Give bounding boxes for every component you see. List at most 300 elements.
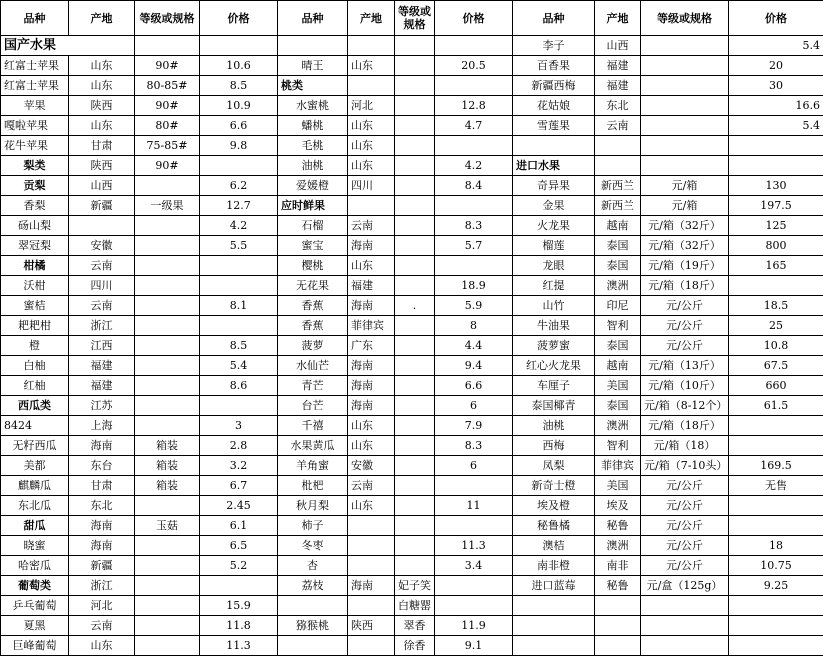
cell-grade-1: 90# [135, 56, 200, 76]
cell-grade-2 [395, 516, 435, 536]
cell-origin-2: 海南 [348, 396, 395, 416]
cell-price-2: 5.9 [435, 296, 513, 316]
cell-origin-2: 菲律宾 [348, 316, 395, 336]
table-row [1, 76, 823, 96]
cell-grade-1 [135, 536, 200, 556]
cell-origin-3: 云南 [595, 116, 641, 136]
cell-origin-3: 东北 [595, 96, 641, 116]
cell-variety-2: 无花果 [278, 276, 348, 296]
cell-price-2: 8.3 [435, 436, 513, 456]
cell-price-1: 5.4 [200, 356, 278, 376]
cell-price-1 [200, 576, 278, 596]
cell-variety-2: 桃类 [278, 76, 348, 96]
cell-price-2: 7.9 [435, 416, 513, 436]
cell-origin-2: 云南 [348, 216, 395, 236]
cell-grade-3: 元/箱（18） [641, 436, 729, 456]
cell-price-1: 6.5 [200, 536, 278, 556]
cell-grade-2 [395, 276, 435, 296]
cell-origin-2: 云南 [348, 476, 395, 496]
cell-price-1: 3.2 [200, 456, 278, 476]
cell-grade-3: 元/箱（10斤） [641, 376, 729, 396]
cell-price-3: 20 [729, 56, 823, 76]
cell-grade-3: 元/盒（125g） [641, 576, 729, 596]
cell-price-2: 6 [435, 396, 513, 416]
header-price-2: 价格 [435, 1, 513, 36]
cell-origin-1: 东台 [69, 456, 135, 476]
cell-grade-1: 80# [135, 116, 200, 136]
cell-price-2 [435, 476, 513, 496]
cell-price-2 [435, 256, 513, 276]
cell-variety-2: 千禧 [278, 416, 348, 436]
cell-price-1: 8.6 [200, 376, 278, 396]
cell-grade-3: 元/箱 [641, 176, 729, 196]
header-origin-2: 产地 [348, 1, 395, 36]
cell-variety-2: 蜜宝 [278, 236, 348, 256]
cell-price-2: 李子 [513, 36, 595, 56]
cell-variety-2: 油桃 [278, 156, 348, 176]
header-origin-3: 产地 [595, 1, 641, 36]
cell-price-3: 10.8 [729, 336, 823, 356]
cell-grade-1: 75-85# [135, 136, 200, 156]
cell-grade-1: 箱装 [135, 436, 200, 456]
cell-origin-2 [348, 636, 395, 656]
cell-grade-1 [135, 356, 200, 376]
cell-price-2: 18.9 [435, 276, 513, 296]
cell-price-1: 2.8 [200, 436, 278, 456]
cell-price-3: 25 [729, 316, 823, 336]
cell-origin-1: 海南 [69, 536, 135, 556]
cell-price-2: 6 [435, 456, 513, 476]
cell-variety-1: 红柚 [1, 376, 69, 396]
cell-grade-2 [395, 196, 435, 216]
cell-price-1 [200, 256, 278, 276]
cell-origin-2: 山东 [348, 116, 395, 136]
cell-grade-3: 元/公斤 [641, 516, 729, 536]
cell-grade-1: 玉菇 [135, 516, 200, 536]
cell-variety-2: 樱桃 [278, 256, 348, 276]
cell-origin-3: 泰国 [595, 396, 641, 416]
table-row [1, 556, 823, 576]
cell-origin-3: 泰国 [595, 256, 641, 276]
cell-origin-3: 泰国 [595, 236, 641, 256]
cell-price-2 [435, 196, 513, 216]
cell-origin-2: 山东 [348, 156, 395, 176]
cell-price-1 [200, 396, 278, 416]
cell-price-1: 3 [200, 416, 278, 436]
cell-price-2: 12.8 [435, 96, 513, 116]
cell-grade-2 [395, 96, 435, 116]
table-row [1, 376, 823, 396]
cell-origin-3: 菲律宾 [595, 456, 641, 476]
cell-origin-3: 南非 [595, 556, 641, 576]
cell-price-3: 无售 [729, 476, 823, 496]
cell-variety-2: 枇杷 [278, 476, 348, 496]
cell-variety-2: 荔枝 [278, 576, 348, 596]
cell-variety-1: 东北瓜 [1, 496, 69, 516]
cell-origin-3 [595, 596, 641, 616]
cell-variety-1: 橙 [1, 336, 69, 356]
cell-price-1: 10.6 [200, 56, 278, 76]
cell-grade-3: 元/箱（13斤） [641, 356, 729, 376]
cell-origin-3 [595, 136, 641, 156]
cell-variety-1: 乒乓葡萄 [1, 596, 69, 616]
cell-origin-1: 江西 [69, 336, 135, 356]
cell-variety-1: 砀山梨 [1, 216, 69, 236]
header-grade-1: 等级或规格 [135, 1, 200, 36]
cell-price-1 [278, 36, 348, 56]
cell-variety-3: 西梅 [513, 436, 595, 456]
cell-grade-2 [395, 56, 435, 76]
cell-variety-3: 山竹 [513, 296, 595, 316]
cell-variety-3: 凤梨 [513, 456, 595, 476]
cell-grade-2 [395, 556, 435, 576]
table-body [1, 1, 823, 656]
cell-variety-3 [513, 136, 595, 156]
cell-origin-2: 海南 [348, 356, 395, 376]
cell-grade-3: 元/箱（32斤） [641, 236, 729, 256]
cell-origin-2: 陕西 [348, 616, 395, 636]
cell-origin-1: 甘肃 [69, 136, 135, 156]
table-row [1, 476, 823, 496]
cell-variety-3: 菠萝蜜 [513, 336, 595, 356]
cell-price-1: 5.2 [200, 556, 278, 576]
header-variety-2: 品种 [278, 1, 348, 36]
cell-grade-2: 翠香 [395, 616, 435, 636]
cell-grade-2 [395, 256, 435, 276]
header-grade-2: 等级或规格 [395, 1, 435, 36]
cell-grade-1 [135, 496, 200, 516]
cell-price-3 [729, 436, 823, 456]
table-row [1, 236, 823, 256]
cell-origin-3: 新西兰 [595, 176, 641, 196]
cell-price-1: 4.2 [200, 216, 278, 236]
cell-variety-1: 蜜桔 [1, 296, 69, 316]
cell-origin-3 [595, 636, 641, 656]
cell-variety-2: 香蕉 [278, 296, 348, 316]
cell-grade-1 [135, 316, 200, 336]
cell-variety-1: 红富士苹果 [1, 56, 69, 76]
cell-origin-3: 福建 [595, 56, 641, 76]
cell-grade-1 [135, 296, 200, 316]
cell-variety-3 [513, 596, 595, 616]
cell-grade-3 [641, 636, 729, 656]
table-row [1, 636, 823, 656]
cell-grade-3 [641, 56, 729, 76]
cell-price-1: 5.5 [200, 236, 278, 256]
cell-origin-3: 新西兰 [595, 196, 641, 216]
cell-variety-3: 火龙果 [513, 216, 595, 236]
table-row [1, 176, 823, 196]
cell-price-3: 660 [729, 376, 823, 396]
cell-origin-2 [348, 516, 395, 536]
cell-grade-3 [641, 96, 729, 116]
cell-variety-1: 西瓜类 [1, 396, 69, 416]
cell-origin-1: 浙江 [69, 316, 135, 336]
cell-price-2: 8.3 [435, 216, 513, 236]
cell-origin-2: 山东 [348, 136, 395, 156]
cell-grade-3: 5.4 [729, 36, 823, 56]
header-variety-1: 品种 [1, 1, 69, 36]
cell-grade-1 [135, 376, 200, 396]
cell-origin-2 [395, 36, 435, 56]
cell-origin-2: 海南 [348, 296, 395, 316]
cell-variety-1: 香梨 [1, 196, 69, 216]
cell-origin-3: 埃及 [595, 496, 641, 516]
cell-grade-2: . [395, 296, 435, 316]
cell-origin-3: 智利 [595, 436, 641, 456]
cell-grade-2 [395, 416, 435, 436]
cell-origin-3: 美国 [595, 476, 641, 496]
table-row [1, 336, 823, 356]
cell-grade-1 [135, 396, 200, 416]
cell-price-3: 67.5 [729, 356, 823, 376]
cell-origin-2: 山东 [348, 256, 395, 276]
cell-variety-3: 泰国椰青 [513, 396, 595, 416]
cell-origin-1 [135, 36, 200, 56]
cell-grade-1 [135, 556, 200, 576]
cell-variety-3: 澳桔 [513, 536, 595, 556]
cell-origin-1: 浙江 [69, 576, 135, 596]
cell-price-2: 9.1 [435, 636, 513, 656]
cell-variety-2: 水果黄瓜 [278, 436, 348, 456]
table-row [1, 496, 823, 516]
cell-price-3: 165 [729, 256, 823, 276]
cell-variety-2 [348, 36, 395, 56]
cell-origin-3: 美国 [595, 376, 641, 396]
header-price-1: 价格 [200, 1, 278, 36]
cell-origin-3: 秘鲁 [595, 576, 641, 596]
cell-grade-3: 元/箱（18斤） [641, 416, 729, 436]
cell-price-2: 3.4 [435, 556, 513, 576]
cell-price-3: 169.5 [729, 456, 823, 476]
cell-origin-1: 四川 [69, 276, 135, 296]
cell-variety-1: 梨类 [1, 156, 69, 176]
cell-variety-2: 晴王 [278, 56, 348, 76]
cell-origin-2 [348, 196, 395, 216]
cell-price-2 [435, 76, 513, 96]
table-row [1, 116, 823, 136]
cell-variety-2: 蟠桃 [278, 116, 348, 136]
table-row [1, 216, 823, 236]
cell-price-2: 11 [435, 496, 513, 516]
cell-origin-1 [69, 216, 135, 236]
cell-origin-2: 山东 [348, 416, 395, 436]
cell-grade-1: 箱装 [135, 476, 200, 496]
cell-grade-2 [395, 76, 435, 96]
cell-grade-1 [135, 216, 200, 236]
cell-price-1 [200, 156, 278, 176]
cell-origin-2: 四川 [348, 176, 395, 196]
cell-grade-2 [395, 176, 435, 196]
cell-variety-1: 嘎啦苹果 [1, 116, 69, 136]
table-row [1, 276, 823, 296]
cell-variety-3: 百香果 [513, 56, 595, 76]
cell-variety-1: 8424 [1, 416, 69, 436]
header-row [1, 1, 823, 36]
cell-origin-3: 印尼 [595, 296, 641, 316]
cell-origin-1: 山东 [69, 636, 135, 656]
cell-price-1: 8.1 [200, 296, 278, 316]
cell-variety-3: 车厘子 [513, 376, 595, 396]
cell-price-3: 800 [729, 236, 823, 256]
cell-variety-2: 应时鲜果 [278, 196, 348, 216]
cell-grade-3: 元/箱（8-12个） [641, 396, 729, 416]
cell-price-3 [729, 596, 823, 616]
cell-variety-3: 油桃 [513, 416, 595, 436]
cell-grade-1 [135, 276, 200, 296]
cell-grade-3: 元/箱（7-10头） [641, 456, 729, 476]
cell-variety-2: 猕猴桃 [278, 616, 348, 636]
cell-price-3 [729, 276, 823, 296]
cell-grade-3: 元/箱（32斤） [641, 216, 729, 236]
cell-origin-3: 越南 [595, 216, 641, 236]
cell-variety-2: 冬枣 [278, 536, 348, 556]
cell-variety-1: 耙耙柑 [1, 316, 69, 336]
cell-price-3: 5.4 [729, 116, 823, 136]
cell-price-2: 4.2 [435, 156, 513, 176]
cell-origin-1: 安徽 [69, 236, 135, 256]
cell-origin-2: 安徽 [348, 456, 395, 476]
cell-price-2 [435, 516, 513, 536]
cell-origin-2: 广东 [348, 336, 395, 356]
cell-variety-3: 南非橙 [513, 556, 595, 576]
cell-grade-2 [395, 456, 435, 476]
cell-grade-3 [641, 116, 729, 136]
cell-price-3: 197.5 [729, 196, 823, 216]
cell-grade-2: 白糖罂 [395, 596, 435, 616]
table-row [1, 156, 823, 176]
cell-origin-3: 澳洲 [595, 536, 641, 556]
table-row [1, 256, 823, 276]
cell-price-3: 125 [729, 216, 823, 236]
table-row [1, 196, 823, 216]
cell-price-1: 6.6 [200, 116, 278, 136]
cell-origin-1: 新疆 [69, 196, 135, 216]
cell-price-2 [435, 136, 513, 156]
cell-origin-3: 澳洲 [595, 416, 641, 436]
cell-price-2: 8.4 [435, 176, 513, 196]
cell-price-3: 18.5 [729, 296, 823, 316]
table-row [1, 596, 823, 616]
cell-price-3 [729, 636, 823, 656]
cell-origin-3: 智利 [595, 316, 641, 336]
cell-price-1: 10.9 [200, 96, 278, 116]
cell-variety-3: 埃及橙 [513, 496, 595, 516]
cell-variety-1: 贡梨 [1, 176, 69, 196]
cell-grade-3: 元/公斤 [641, 316, 729, 336]
cell-grade-2 [395, 116, 435, 136]
cell-grade-1 [135, 416, 200, 436]
cell-origin-3 [641, 36, 729, 56]
cell-grade-1 [135, 616, 200, 636]
cell-variety-2: 羊角蜜 [278, 456, 348, 476]
cell-origin-2 [348, 536, 395, 556]
cell-origin-2: 海南 [348, 236, 395, 256]
cell-origin-2: 山东 [348, 436, 395, 456]
cell-grade-2 [395, 136, 435, 156]
cell-grade-3: 元/箱（18斤） [641, 276, 729, 296]
cell-variety-1: 哈密瓜 [1, 556, 69, 576]
cell-variety-1: 晓蜜 [1, 536, 69, 556]
cell-variety-2: 杏 [278, 556, 348, 576]
table-row [1, 396, 823, 416]
table-row [1, 356, 823, 376]
cell-price-1: 9.8 [200, 136, 278, 156]
table-row [1, 516, 823, 536]
header-variety-3: 品种 [513, 1, 595, 36]
cell-origin-2 [348, 596, 395, 616]
table-row [1, 56, 823, 76]
cell-variety-3: 红提 [513, 276, 595, 296]
cell-origin-1: 陕西 [69, 156, 135, 176]
cell-variety-2 [278, 636, 348, 656]
header-origin-1: 产地 [69, 1, 135, 36]
cell-grade-2 [395, 356, 435, 376]
cell-price-1: 8.5 [200, 76, 278, 96]
cell-grade-3: 元/公斤 [641, 296, 729, 316]
cell-grade-3: 元/公斤 [641, 336, 729, 356]
cell-price-2 [435, 576, 513, 596]
table-row [1, 36, 823, 56]
cell-grade-2: 徐香 [395, 636, 435, 656]
cell-origin-2: 山东 [348, 56, 395, 76]
cell-variety-1: 苹果 [1, 96, 69, 116]
cell-price-1: 6.2 [200, 176, 278, 196]
cell-price-1: 11.3 [200, 636, 278, 656]
cell-origin-1: 河北 [69, 596, 135, 616]
cell-origin-1: 东北 [69, 496, 135, 516]
cell-price-1: 2.45 [200, 496, 278, 516]
cell-grade-2 [395, 316, 435, 336]
cell-variety-1: 美都 [1, 456, 69, 476]
cell-variety-2: 青芒 [278, 376, 348, 396]
cell-variety-1: 花牛苹果 [1, 136, 69, 156]
cell-price-1: 11.8 [200, 616, 278, 636]
cell-price-2: 6.6 [435, 376, 513, 396]
cell-variety-1: 夏黑 [1, 616, 69, 636]
cell-price-1 [200, 276, 278, 296]
header-grade-3: 等级或规格 [641, 1, 729, 36]
cell-grade-1 [135, 576, 200, 596]
cell-grade-3: 元/箱（19斤） [641, 256, 729, 276]
cell-variety-1: 葡萄类 [1, 576, 69, 596]
cell-grade-2 [435, 36, 513, 56]
cell-variety-1: 白柚 [1, 356, 69, 376]
cell-grade-3 [641, 596, 729, 616]
cell-variety-2 [278, 596, 348, 616]
cell-variety-2: 秋月梨 [278, 496, 348, 516]
cell-grade-1 [200, 36, 278, 56]
cell-variety-2: 菠萝 [278, 336, 348, 356]
cell-origin-1: 山西 [69, 176, 135, 196]
cell-origin-1: 云南 [69, 296, 135, 316]
cell-grade-1 [135, 636, 200, 656]
cell-variety-3: 雪莲果 [513, 116, 595, 136]
table-row [1, 136, 823, 156]
cell-price-2: 9.4 [435, 356, 513, 376]
cell-grade-3 [641, 136, 729, 156]
cell-grade-1: 一级果 [135, 196, 200, 216]
cell-price-3 [729, 136, 823, 156]
header-price-3: 价格 [729, 1, 823, 36]
cell-variety-3: 花姑娘 [513, 96, 595, 116]
cell-variety-1: 甜瓜 [1, 516, 69, 536]
cell-grade-3: 元/公斤 [641, 476, 729, 496]
table-row [1, 576, 823, 596]
cell-grade-3: 元/公斤 [641, 556, 729, 576]
cell-price-3: 9.25 [729, 576, 823, 596]
cell-grade-2 [395, 236, 435, 256]
